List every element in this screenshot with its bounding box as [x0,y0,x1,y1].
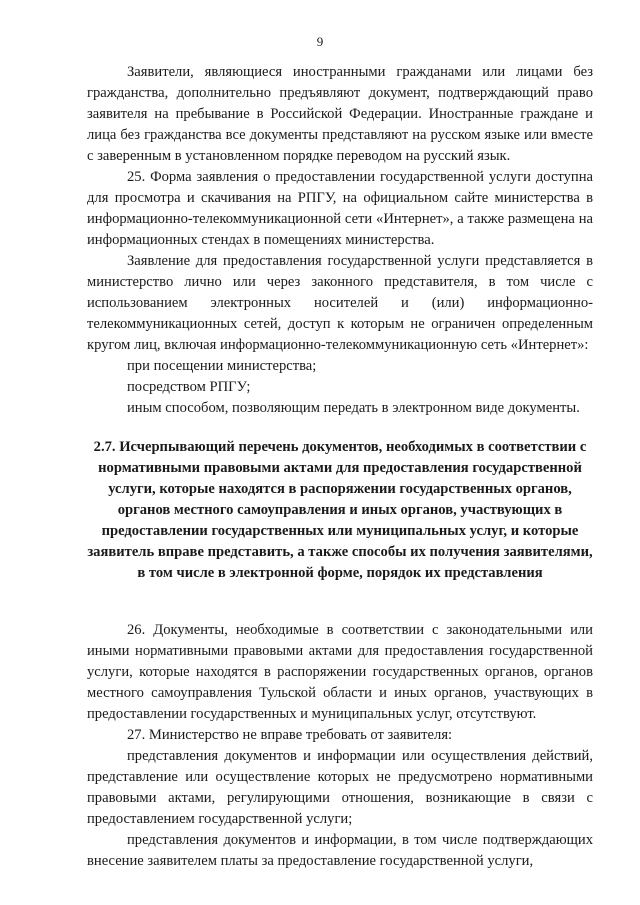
paragraph-25: 25. Форма заявления о предоставлении государственной услуги доступна для просмотра и скачивания на РПГУ, на официальном сайте министерства в информационно-телекоммуникационной сети «Интернет», а также размещена на информационных стендах в помещениях министерства. [87,169,593,248]
document-body [87,62,593,872]
submission-methods-list [87,356,593,419]
paragraph-submission: Заявление для предоставления государственной услуги представляется в министерство лично или через законного представителя, в том числе с использованием электронных носителей и (или) информационно-телекоммуникационных сетей, доступ к которым не ограничен определенным кругом лиц, включая информационно-телекоммуникационную сеть «Интернет»: [87,253,593,353]
paragraph-27-item-1: представления документов и информации или осуществления действий, представление или осуществление которых не предусмотрено нормативными правовыми актами, регулирующими отношения, возникающие в связи с предоставлением государственной услуги; [87,748,593,827]
list-item: иным способом, позволяющим передать в электронном виде документы. [127,400,580,416]
section-heading-2-7: 2.7. Исчерпывающий перечень документов, необходимых в соответствии с нормативными правовыми актами для предоставления государственной услуги, которые находятся в распоряжении государственных органов, органов местного самоуправления и иных органов, участвующих в предоставлении государственных или муниципальных услуг, и которые заявитель вправе представить, а также способы их получения заявителями, в том числе в электронной форме, порядок их представления [87,439,593,581]
list-item: при посещении министерства; [127,358,317,374]
page-number: 9 [316,34,324,49]
paragraph-27: 27. Министерство не вправе требовать от заявителя: [127,727,453,743]
paragraph-foreign-applicants: Заявители, являющиеся иностранными гражданами или лицами без гражданства, дополнительно предъявляют документ, подтверждающий право заявителя на пребывание в Российской Федерации. Иностранные граждане и лица без гражданства все документы представляют на русском языке или вместе с заверенным в установленном порядке переводом на русский язык. [87,64,593,164]
paragraph-27-item-2: представления документов и информации, в том числе подтверждающих внесение заявителем платы за предоставление государственной услуги, [87,832,593,869]
list-item: посредством РПГУ; [127,379,251,395]
paragraph-26: 26. Документы, необходимые в соответствии с законодательными или иными нормативными правовыми актами для предоставления государственной услуги, которые находятся в распоряжении государственных органов, органов местного самоуправления Тульской области и иных органов, участвующих в предоставлении государственных и муниципальных услуг, отсутствуют. [87,622,593,722]
